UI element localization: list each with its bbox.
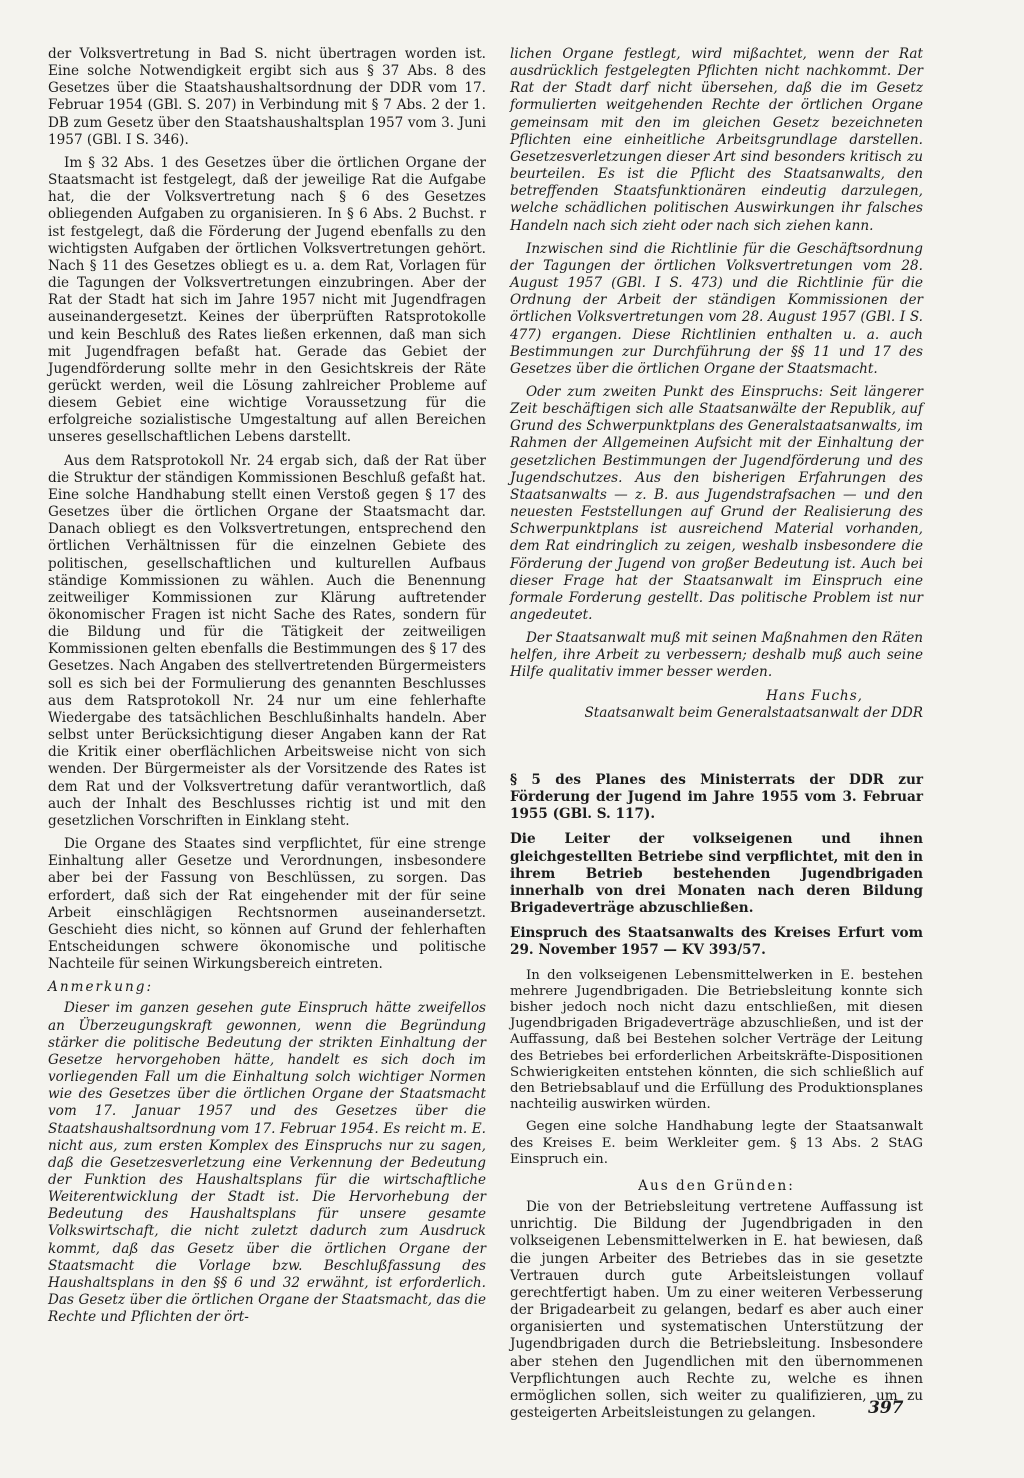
reasons-paragraph: Die von der Betriebsleitung vertretene Auffassung ist unrichtig. Die Bildung der Jugendbrigaden in den volkseigenen Lebensmittelwerken in E. hat bewiesen, daß die jungen Arbeiter des Betriebes das in sie gesetzte Vertrauen durch gute Arbeitsleistungen vollauf gerechtfertigt haben. Um zu einer weiteren Verbesserung der Brigadearbeit zu gelangen, bedarf es aber auch einer organisierten und systematischen Unterstützung der Jugendbrigaden durch die Betriebsleitung. Insbesondere aber stehen den Jugendlichen mit den übernommenen Verpflichtungen auch Rechte zu, welche es ihnen ermöglichen sollen, sich weiter zu qualifizieren, um zu gesteigerten Arbeitsleistungen zu gelangen. bbox=[510, 1199, 923, 1421]
case-reference: Einspruch des Staatsanwalts des Kreises Erfurt vom 29. November 1957 — KV 393/57. bbox=[510, 925, 923, 959]
facts-paragraph: Gegen eine solche Handhabung legte der Staatsanwalt des Kreises E. beim Werkleiter gem. § 13 Abs. 2 StAG Einspruch ein. bbox=[510, 1119, 923, 1167]
section-heading: § 5 des Planes des Ministerrats der DDR zur Förderung der Jugend im Jahre 1955 vom 3. Februar 1955 (GBl. S. 117). bbox=[510, 771, 923, 823]
reasons-heading: Aus den Gründen: bbox=[638, 1177, 795, 1194]
annotation-text: Dieser im ganzen gesehen gute Einspruch hätte zweifellos an Überzeugungskraft gewonnen, wenn die Begründung stärker die politische Bedeutung der strikten Einhaltung der Gesetze hervorgehoben hätte, handelt es sich doch im vorliegenden Fall um die Einhaltung solch wichtiger Normen wie des Gesetzes über die örtlichen Organe der Staatsmacht vom 17. Januar 1957 und des Gesetzes über die Staatshaushaltsordnung vom 17. Februar 1954. Es reicht m. E. nicht aus, zum ersten Komplex des Einspruchs nur zu sagen, daß die Gesetzesverletzung eine Verkennung der Bedeutung der Funktion des Haushaltsplans für die wirtschaftliche Weiterentwicklung der Stadt ist. Die Hervorhebung der Bedeutung des Haushaltsplans für unsere gesamte Volkswirtschaft, die nicht zuletzt dadurch zum Ausdruck kommt, daß das Gesetz über die örtlichen Organe der Staatsmacht die Vorlage bzw. Beschlußfassung des Haushaltsplans in den §§ 6 und 32 erwähnt, ist erforderlich. Das Gesetz über die örtlichen Organe der Staatsmacht, das die Rechte und Pflichten der ört- bbox=[48, 1000, 486, 1326]
annotation-paragraph: Inzwischen sind die Richtlinie für die Geschäftsordnung der Tagungen der örtlichen Volksvertretungen vom 28. August 1957 (GBl. I S. 473) und die Richtlinie für die Ordnung der Arbeit der ständigen Kommissionen der örtlichen Volksvertretungen vom 28. August 1957 (GBl. I S. 477) ergangen. Diese Richtlinien enthalten u. a. auch Bestimmungen zur Durchführung der §§ 11 und 17 des Gesetzes über die örtlichen Organe der Staatsmacht. bbox=[510, 240, 923, 377]
paragraph: Im § 32 Abs. 1 des Gesetzes über die örtlichen Organe der Staatsmacht ist festgelegt, daß der jeweilige Rat die Aufgabe hat, die der Volksvertretung nach § 6 des Gesetzes obliegenden Aufgaben zu organisieren. In § 6 Abs. 2 Buchst. r ist festgelegt, daß die Förderung der Jugend ebenfalls zu den wichtigsten Aufgaben der örtlichen Volksvertretungen gehört. Nach § 11 des Gesetzes obliegt es u. a. dem Rat, Vorlagen für die Tagungen der Volksvertretungen einzubringen. Aber der Rat der Stadt hat sich im Jahre 1957 nicht mit Jugendfragen auseinandergesetzt. Keines der überprüften Ratsprotokolle und kein Beschluß des Rates ließen erkennen, daß man sich mit Jugendfragen befaßt hat. Gerade das Gebiet der Jugendförderung sollte mehr in den Gesichtskreis der Räte gerückt werden, weil die Lösung zahlreicher Probleme auf diesem Gebiet eine wichtige Voraussetzung für die erfolgreiche sozialistische Umgestaltung auf allen Bereichen unseres gesellschaftlichen Lebens darstellt. bbox=[48, 154, 486, 446]
paragraph: der Volksvertretung in Bad S. nicht übertragen worden ist. Eine solche Notwendigkeit ergibt sich aus § 37 Abs. 8 des Gesetzes über die Staatshaushaltsordnung der DDR vom 17. Februar 1954 (GBl. S. 207) in Verbindung mit § 7 Abs. 2 der 1. DB zum Gesetz über den Staatshaushaltsplan 1957 vom 3. Juni 1957 (GBl. I S. 346). bbox=[48, 46, 486, 148]
facts-paragraph: In den volkseigenen Lebensmittelwerken in E. bestehen mehrere Jugendbrigaden. Die Betriebsleitung konnte sich bisher jedoch noch nicht dazu entschließen, mit diesen Jugendbrigaden Brigadeverträge abzuschließen, und ist der Auffassung, daß bei Bestehen solcher Verträge der Leitung des Betriebes bei erforderlichen Arbeitskräfte-Dispositionen Schwierigkeiten entstehen könnten, die sich schließlich auf den Betriebsablauf und die Erfüllung des Produktionsplanes nachteilig auswirken würden. bbox=[510, 967, 923, 1113]
right-column bbox=[510, 46, 923, 1428]
annotation-paragraph: Der Staatsanwalt muß mit seinen Maßnahmen den Räten helfen, ihre Arbeit zu verbessern; deshalb muß auch seine Hilfe qualitativ immer besser werden. bbox=[510, 630, 923, 681]
page-number: 397 bbox=[868, 1398, 904, 1418]
signature-name: Hans Fuchs, bbox=[766, 687, 863, 704]
annotation-paragraph: Oder zum zweiten Punkt des Einspruchs: Seit längerer Zeit beschäftigen sich alle Staatsanwälte der Republik, auf Grund des Schwerpunktplans des Generalstaatsanwalts, im Rahmen der Allgemeinen Aufsicht mit der Einhaltung der gesetzlichen Bestimmungen der Jugendförderung und des Jugendschutzes. Aus den bisherigen Erfahrungen des Staatsanwalts — z. B. aus Jugendstrafsachen — und den neuesten Feststellungen auf Grund der Realisierung des Schwerpunktplans ist ausreichend Material vorhanden, dem Rat eindringlich zu zeigen, weshalb insbesondere die Förderung der Jugend von großer Bedeutung ist. Auch bei dieser Frage hat der Staatsanwalt im Einspruch eine formale Forderung gestellt. Das politische Problem ist nur angedeutet. bbox=[510, 383, 923, 623]
annotation-heading: Anmerkung: bbox=[48, 979, 154, 996]
legal-principle: Die Leiter der volkseigenen und ihnen gleichgestellten Betriebe sind verpflichtet, mit den in ihrem Betrieb bestehenden Jugendbrigaden innerhalb von drei Monaten nach deren Bildung Brigadeverträge abzuschließen. bbox=[510, 831, 923, 917]
paragraph: Aus dem Ratsprotokoll Nr. 24 ergab sich, daß der Rat über die Struktur der ständigen Kommissionen Beschluß gefaßt hat. Eine solche Handhabung stellt einen Verstoß gegen § 17 des Gesetzes über die örtlichen Organe der Staatsmacht dar. Danach obliegt es den Volksvertretungen, entsprechend den örtlichen Verhältnissen für die einzelnen Gebiete des politischen, gesellschaftlichen und kulturellen Aufbaus ständige Kommissionen zu wählen. Auch die Benennung zeitweiliger Kommissionen zur Klärung auftretender ökonomischer Fragen ist nicht Sache des Rates, sondern für die Bildung und für die Tätigkeit der zeitweiligen Kommissionen gelten ebenfalls die Bestimmungen des § 17 des Gesetzes. Nach Angaben des stellvertretenden Bürgermeisters soll es sich bei der Formulierung des genannten Beschlusses aus dem Ratsprotokoll Nr. 24 nur um eine fehlerhafte Wiedergabe des tatsächlichen Beschlußinhalts handeln. Aber selbst unter Berücksichtigung dieser Angaben kann der Rat die Kritik einer oberflächlichen Arbeitsweise nicht von sich wenden. Der Bürgermeister als der Vorsitzende des Rates ist dem Rat und der Volksvertretung dafür verantwortlich, daß auch der Inhalt des Beschlusses richtig ist und mit den gesetzlichen Vorschriften in Einklang steht. bbox=[48, 452, 486, 829]
signature-role: Staatsanwalt beim Generalstaatsanwalt der DDR bbox=[584, 704, 923, 721]
section-gap bbox=[510, 728, 923, 772]
left-column bbox=[48, 46, 486, 1332]
paragraph: Die Organe des Staates sind verpflichtet, für eine strenge Einhaltung aller Gesetze und Verordnungen, insbesondere aber bei der Fassung von Beschlüssen, zu sorgen. Das erfordert, daß sich der Rat eingehender mit der für seine Arbeit einschlägigen Rechtsnormen auseinandersetzt. Geschieht dies nicht, so können auf Grund der fehlerhaften Entscheidungen schwere ökonomische und politische Nachteile für seinen Wirkungsbereich eintreten. bbox=[48, 836, 486, 973]
annotation-continued: lichen Organe festlegt, wird mißachtet, wenn der Rat ausdrücklich festgelegten Pflichten nicht nachkommt. Der Rat der Stadt darf nicht übersehen, daß die im Gesetz formulierten weitgehenden Rechte der örtlichen Organe gemeinsam mit den im gleichen Gesetz bezeichneten Pflichten eine einheitliche Arbeitsgrundlage darstellen. Gesetzesverletzungen dieser Art sind besonders kritisch zu beurteilen. Es ist die Pflicht des Staatsanwalts, den betreffenden Staatsfunktionären eindeutig darzulegen, welche schädlichen politischen Auswirkungen ihr falsches Handeln nach sich zieht oder nach sich ziehen kann. bbox=[510, 46, 923, 234]
